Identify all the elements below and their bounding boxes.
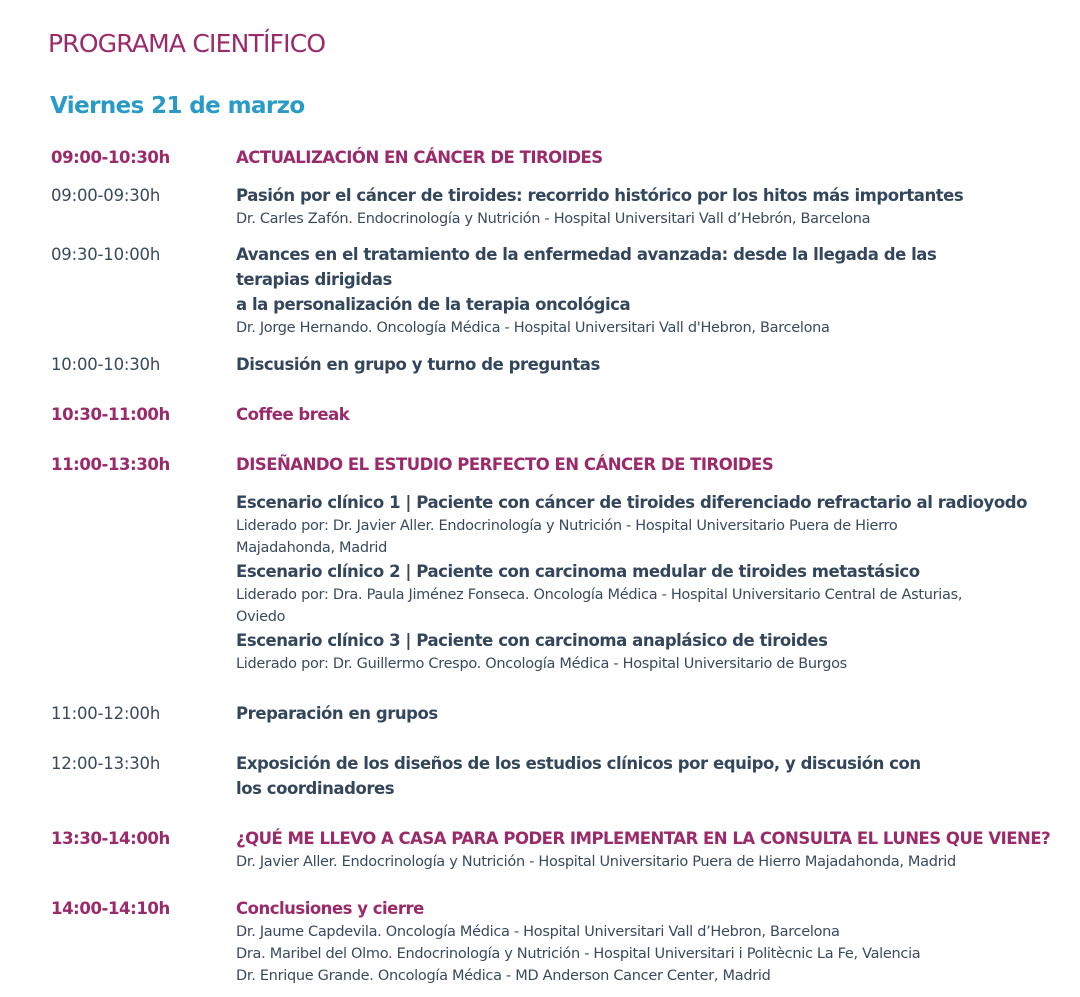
session-title: Preparación en grupos (236, 704, 438, 723)
scenario-title: Escenario clínico 3 | Paciente con carcinoma anaplásico de tiroides (236, 631, 828, 650)
session-time: 14:00-14:10h (51, 899, 170, 918)
session-title: Discusión en grupo y turno de preguntas (236, 355, 600, 374)
session-title: Coffee break (236, 405, 350, 424)
session-title-line: Exposición de los diseños de los estudios clínicos por equipo, y discusión con (236, 754, 921, 773)
session-time: 09:00-09:30h (51, 186, 161, 205)
session-title: Pasión por el cáncer de tiroides: recorrido histórico por los hitos más importantes (236, 186, 964, 205)
session-speaker: Dr. Enrique Grande. Oncología Médica - MD Anderson Cancer Center, Madrid (236, 968, 771, 984)
session-time: 09:30-10:00h (51, 245, 161, 264)
scenario-leader: Majadahonda, Madrid (236, 540, 388, 556)
session-time: 11:00-13:30h (51, 455, 170, 474)
session-speaker: Dra. Maribel del Olmo. Endocrinología y Nutrición - Hospital Universitari i Politècnic La Fe, Valencia (236, 946, 921, 962)
session-title-line: Avances en el tratamiento de la enfermedad avanzada: desde la llegada de las (236, 245, 937, 264)
session-time: 11:00-12:00h (51, 704, 161, 723)
session-time: 10:00-10:30h (51, 355, 161, 374)
session-time: 13:30-14:00h (51, 829, 170, 848)
session-speaker: Dr. Jorge Hernando. Oncología Médica - Hospital Universitari Vall d'Hebron, Barcelona (236, 320, 830, 336)
session-time: 12:00-13:30h (51, 754, 161, 773)
session-title: ACTUALIZACIÓN EN CÁNCER DE TIROIDES (236, 148, 603, 167)
day-heading: Viernes 21 de marzo (50, 93, 305, 119)
session-title-line: los coordinadores (236, 779, 395, 798)
session-time: 10:30-11:00h (51, 405, 170, 424)
session-speaker: Dr. Carles Zafón. Endocrinología y Nutrición - Hospital Universitari Vall d’Hebrón, Barcelona (236, 211, 871, 227)
session-title: Conclusiones y cierre (236, 899, 424, 918)
session-speaker: Dr. Jaume Capdevila. Oncología Médica - Hospital Universitari Vall d’Hebron, Barcelona (236, 924, 840, 940)
session-title-line: a la personalización de la terapia oncológica (236, 295, 631, 314)
scenario-leader: Liderado por: Dr. Javier Aller. Endocrinología y Nutrición - Hospital Universitario Puera de Hierro (236, 518, 898, 534)
session-time: 09:00-10:30h (51, 148, 170, 167)
scenario-leader: Oviedo (236, 609, 286, 625)
page-title: PROGRAMA CIENTÍFICO (48, 29, 326, 58)
session-title: ¿QUÉ ME LLEVO A CASA PARA PODER IMPLEMENTAR EN LA CONSULTA EL LUNES QUE VIENE? (236, 829, 1051, 848)
scenario-title: Escenario clínico 2 | Paciente con carcinoma medular de tiroides metastásico (236, 562, 920, 581)
scenario-leader: Liderado por: Dra. Paula Jiménez Fonseca. Oncología Médica - Hospital Universitario Central de Asturias, (236, 587, 963, 603)
scenario-title: Escenario clínico 1 | Paciente con cáncer de tiroides diferenciado refractario al radioyodo (236, 493, 1027, 512)
session-speaker: Dr. Javier Aller. Endocrinología y Nutrición - Hospital Universitario Puera de Hierro Majadahonda, Madrid (236, 854, 956, 870)
scenario-leader: Liderado por: Dr. Guillermo Crespo. Oncología Médica - Hospital Universitario de Burgos (236, 656, 847, 672)
session-title: DISEÑANDO EL ESTUDIO PERFECTO EN CÁNCER DE TIROIDES (236, 455, 774, 474)
session-title-line: terapias dirigidas (236, 270, 392, 289)
